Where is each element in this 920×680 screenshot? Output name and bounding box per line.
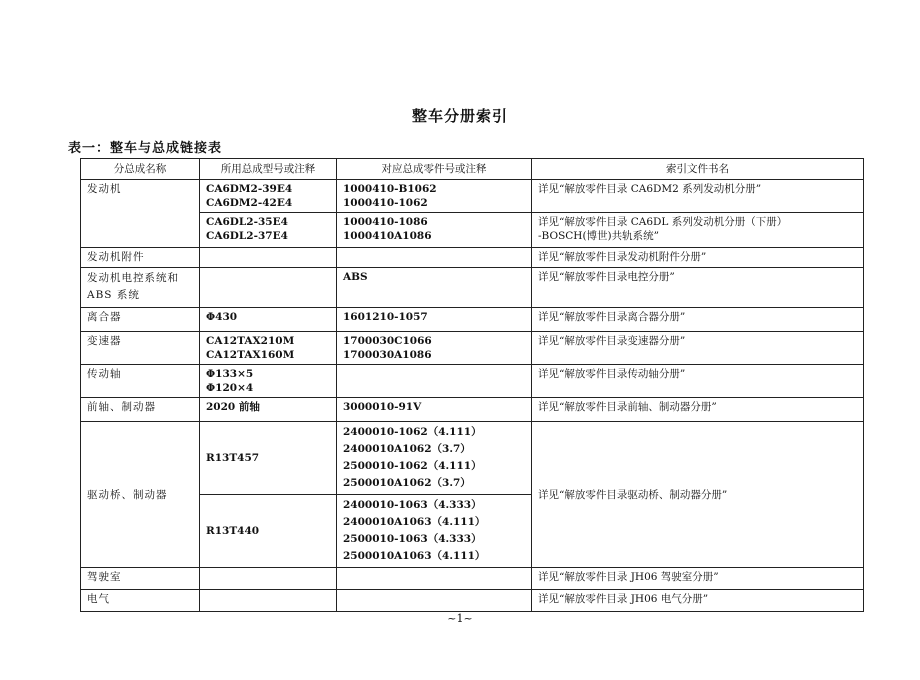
header-reference-book: 索引文件书名 <box>532 159 864 180</box>
cell-model <box>200 248 337 268</box>
header-model: 所用总成型号或注释 <box>200 159 337 180</box>
cell-part-number: 2400010-1063（4.333） 2400010A1063（4.111） 2500010-1063（4.333） 2500010A1063（4.111） <box>337 495 532 568</box>
table-row <box>81 332 864 365</box>
cell-model <box>200 268 337 308</box>
cell-assembly-name: 电气 <box>81 590 200 612</box>
table-row <box>81 398 864 422</box>
table-row <box>81 180 864 213</box>
cell-model: CA6DM2-39E4 CA6DM2-42E4 <box>200 180 337 213</box>
table-row <box>81 568 864 590</box>
cell-part-number: 1700030C1066 1700030A1086 <box>337 332 532 365</box>
cell-reference: 详见“解放零件目录发动机附件分册” <box>532 248 864 268</box>
cell-part-number: 1000410-1086 1000410A1086 <box>337 213 532 248</box>
cell-model: CA6DL2-35E4 CA6DL2-37E4 <box>200 213 337 248</box>
assembly-link-table <box>80 158 864 612</box>
cell-reference: 详见“解放零件目录变速器分册” <box>532 332 864 365</box>
cell-assembly-name: 发动机电控系统和 ABS 系统 <box>81 268 200 308</box>
cell-model <box>200 568 337 590</box>
cell-model: Φ133×5 Φ120×4 <box>200 365 337 398</box>
cell-part-number <box>337 365 532 398</box>
cell-model: 2020 前轴 <box>200 398 337 422</box>
cell-model: R13T440 <box>200 495 337 568</box>
table-row <box>81 590 864 612</box>
cell-part-number <box>337 568 532 590</box>
header-assembly-name: 分总成名称 <box>81 159 200 180</box>
cell-part-number: 3000010-91V <box>337 398 532 422</box>
cell-reference: 详见“解放零件目录驱动桥、制动器分册” <box>532 422 864 568</box>
cell-reference: 详见“解放零件目录传动轴分册” <box>532 365 864 398</box>
header-part-number: 对应总成零件号或注释 <box>337 159 532 180</box>
table-caption: 表一：整车与总成链接表 <box>68 141 223 156</box>
table-row <box>81 308 864 332</box>
cell-part-number <box>337 248 532 268</box>
cell-part-number: 2400010-1062（4.111） 2400010A1062（3.7） 2500010-1062（4.111） 2500010A1062（3.7） <box>337 422 532 495</box>
cell-assembly-name: 传动轴 <box>81 365 200 398</box>
cell-reference: 详见“解放零件目录前轴、制动器分册” <box>532 398 864 422</box>
cell-reference: 详见“解放零件目录离合器分册” <box>532 308 864 332</box>
cell-model: R13T457 <box>200 422 337 495</box>
cell-part-number: ABS <box>337 268 532 308</box>
cell-model: Φ430 <box>200 308 337 332</box>
cell-reference: 详见“解放零件目录电控分册” <box>532 268 864 308</box>
cell-assembly-name: 离合器 <box>81 308 200 332</box>
cell-model: CA12TAX210M CA12TAX160M <box>200 332 337 365</box>
cell-reference: 详见“解放零件目录 JH06 电气分册” <box>532 590 864 612</box>
table-row <box>81 268 864 308</box>
page-number: ~1~ <box>447 612 473 625</box>
page-title: 整车分册索引 <box>411 107 508 125</box>
cell-assembly-name: 发动机 <box>81 180 200 248</box>
table-row <box>81 422 864 495</box>
table-row <box>81 365 864 398</box>
cell-reference: 详见“解放零件目录 JH06 驾驶室分册” <box>532 568 864 590</box>
cell-assembly-name: 变速器 <box>81 332 200 365</box>
cell-part-number: 1000410-B1062 1000410-1062 <box>337 180 532 213</box>
table-header-row <box>81 159 864 180</box>
cell-assembly-name: 驱动桥、制动器 <box>81 422 200 568</box>
cell-reference: 详见“解放零件目录 CA6DM2 系列发动机分册” <box>532 180 864 213</box>
cell-model <box>200 590 337 612</box>
cell-assembly-name: 前轴、制动器 <box>81 398 200 422</box>
cell-assembly-name: 驾驶室 <box>81 568 200 590</box>
cell-reference: 详见“解放零件目录 CA6DL 系列发动机分册（下册） -BOSCH(博世)共轨系统” <box>532 213 864 248</box>
cell-assembly-name: 发动机附件 <box>81 248 200 268</box>
cell-part-number: 1601210-1057 <box>337 308 532 332</box>
table-row <box>81 248 864 268</box>
cell-part-number <box>337 590 532 612</box>
